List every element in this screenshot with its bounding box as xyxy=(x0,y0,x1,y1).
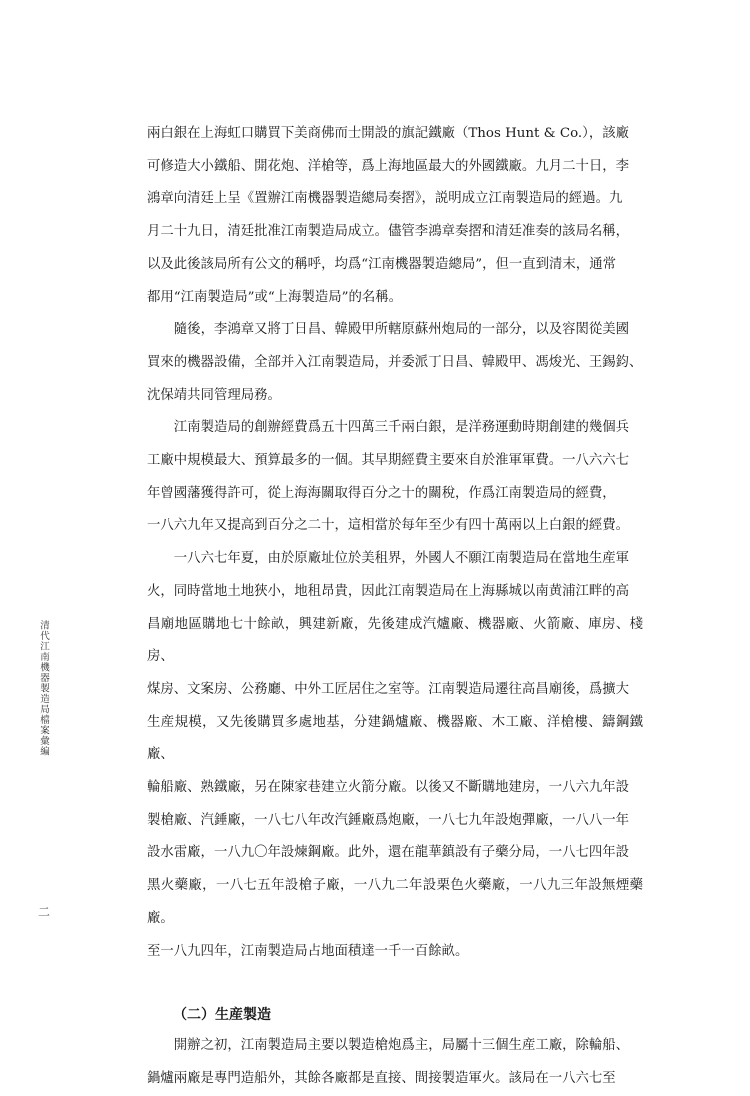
page-body xyxy=(147,118,643,1096)
paragraph-2 xyxy=(147,314,643,412)
paragraph-3-text: 江南製造局的創辦經費爲五十四萬三千兩白銀，是洋務運動時期創建的幾個兵 工廠中規模最大、預算最多的一個。其早期經費主要來自於淮軍軍費。一八六六七 年曾國藩獲得許可，從上海海關取得百分之十的關稅，作爲江南製造局的經費， 一八六九年又提高到百分之二十，這相當於每年至少有四十萬兩以上白銀的經費。 xyxy=(147,420,630,534)
book-title-sidebar: 清代江南機器製造局檔案彙編 xyxy=(38,620,49,757)
paragraph-4-text: 一八六七年夏，由於原廠址位於美租界，外國人不願江南製造局在當地生産軍 火，同時當地土地狹小，地租昂貴，因此江南製造局在上海縣城以南黄浦江畔的高 昌廟地區購地七十餘畝，興建新廠，先後建成汽爐廠、機器廠、火箭廠、庫房、棧房、 煤房、文案房、公務廳、中外工匠居住之室等。江南製造局遷往高昌廟後，爲擴大 生産規模，又先後購買多處地基，分建鍋爐廠、機器廠、木工廠、洋槍樓、鑄鋼鐵廠、 輪船廠、熟鐵廠，另在陳家巷建立火箭分廠。以後又不斷購地建房，一八六九年設 製槍廠、汽錘廠，一八七八年改汽錘廠爲炮廠，一八七九年設炮彈廠，一八八一年 設水雷廠，一八九〇年設煉鋼廠。此外，還在龍華鎮設有子藥分局，一八七四年設 黑火藥廠，一八七五年設槍子廠，一八九二年設栗色火藥廠，一八九三年設無煙藥廠。 至一八九四年，江南製造局占地面積達一千一百餘畝。 xyxy=(147,551,643,959)
paragraph-1 xyxy=(147,118,643,314)
paragraph-2-text: 隨後，李鴻章又將丁日昌、韓殿甲所轄原蘇州炮局的一部分，以及容閎從美國 買來的機器設備，全部并入江南製造局，并委派丁日昌、韓殿甲、馮焌光、王錫鈞、 沈保靖共同管理局務。 xyxy=(147,322,643,403)
paragraph-3 xyxy=(147,412,643,543)
paragraph-5 xyxy=(147,1030,643,1095)
page-number: 二 xyxy=(38,905,51,919)
section-heading: （二）生産製造 xyxy=(173,1007,271,1024)
paragraph-1-text: 兩白銀在上海虹口購買下美商佛而士開設的旗記鐵廠（Thos Hunt & Co.），該廠 可修造大小鐵船、開花炮、洋槍等，爲上海地區最大的外國鐵廠。九月二十日，李 鴻章向清廷上呈《置辦江南機器製造總局奏摺》，説明成立江南製造局的經過。九 月二十九日，清廷批准江南製造局成立。儘管李鴻章奏摺和清廷准奏的該局名稱， 以及此後該局所有公文的稱呼，均爲“江南機器製造總局”，但一直到清末，通常 都用“江南製造局”或“上海製造局”的名稱。 xyxy=(147,126,630,305)
paragraph-4 xyxy=(147,543,643,968)
paragraph-5-text: 開辦之初，江南製造局主要以製造槍炮爲主，局屬十三個生産工廠，除輪船、 鍋爐兩廠是專門造船外，其餘各廠都是直接、間接製造軍火。該局在一八六七至 xyxy=(147,1038,630,1086)
